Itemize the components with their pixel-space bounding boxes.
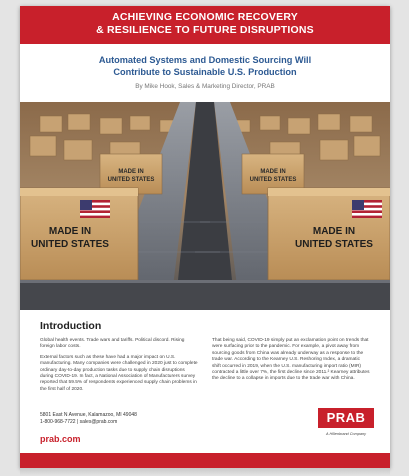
mid-left-box-label-2: UNITED STATES [107,177,155,183]
intro-right-column [212,338,370,387]
mid-right-box-label-2: UNITED STATES [249,177,297,183]
near-right-box-label-1: MADE IN [312,226,356,237]
document-page [20,6,390,468]
article-title-line-1: Automated Systems and Domestic Sourcing Will [98,55,312,65]
article-title-line-2: Contribute to Sustainable U.S. Production [113,67,297,77]
intro-paragraph-3: That being said, COVID-19 simply put an exclamation point on trends that were surfacing prior to the pandemic. For example, a pivot away from sourcing goods from China was already underway as a response to the trade war. According to the Kearney U.S. Reshoring Index, a dramatic shift occurred in 2019, when the U.S. manufacturing import ratio (MIR) contracted a little over 7%, the first decline since 2011.² Kearney attributes the decline to a collapse in imports due to the trade war with China. [212,338,370,382]
page-shadow [20,468,390,476]
article-byline: By Mike Hook, Sales & Marketing Director, PRAB [135,83,275,90]
company-address [40,412,137,426]
mid-right-box-label-1: MADE IN [260,169,286,175]
mid-left-box-label-1: MADE IN [118,169,144,175]
near-right-box-label-2: UNITED STATES [295,239,373,250]
near-left-box-label-1: MADE IN [48,226,92,237]
intro-paragraph-2: External factors such as these have had a major impact on U.S. manufacturing. Many companies were challenged in 2020 just to complete ordinary day-to-day production tasks due to supply chain disruptions during COVID-19. In fact, a National Association of Manufacturers survey reported that 59.5% of respondents experienced supply chain problems in the first half of 2020. [40,354,198,392]
website-link[interactable]: prab.com [40,434,81,444]
near-left-box-label-2: UNITED STATES [31,239,109,250]
address-line: 5801 East N Avenue, Kalamazoo, MI 49048 [40,412,137,418]
banner-line-1: ACHIEVING ECONOMIC RECOVERY [112,11,298,23]
banner-line-2: & RESILIENCE TO FUTURE DISRUPTIONS [96,24,314,36]
hero-image-conveyor [20,102,390,310]
introduction-heading: Introduction [40,320,102,332]
prab-logo: PRAB [318,408,374,428]
contact-line: 1-800-968-7722 | sales@prab.com [40,419,118,425]
intro-left-column [40,338,198,397]
footer-bar [20,453,390,468]
logo-tagline: A Hillenbrand Company [326,432,366,436]
article-title [30,54,380,78]
intro-paragraph-1: Global health events. Trade wars and tariffs. Political discord. Rising foreign labor costs. [40,338,185,350]
header-banner [20,6,390,44]
